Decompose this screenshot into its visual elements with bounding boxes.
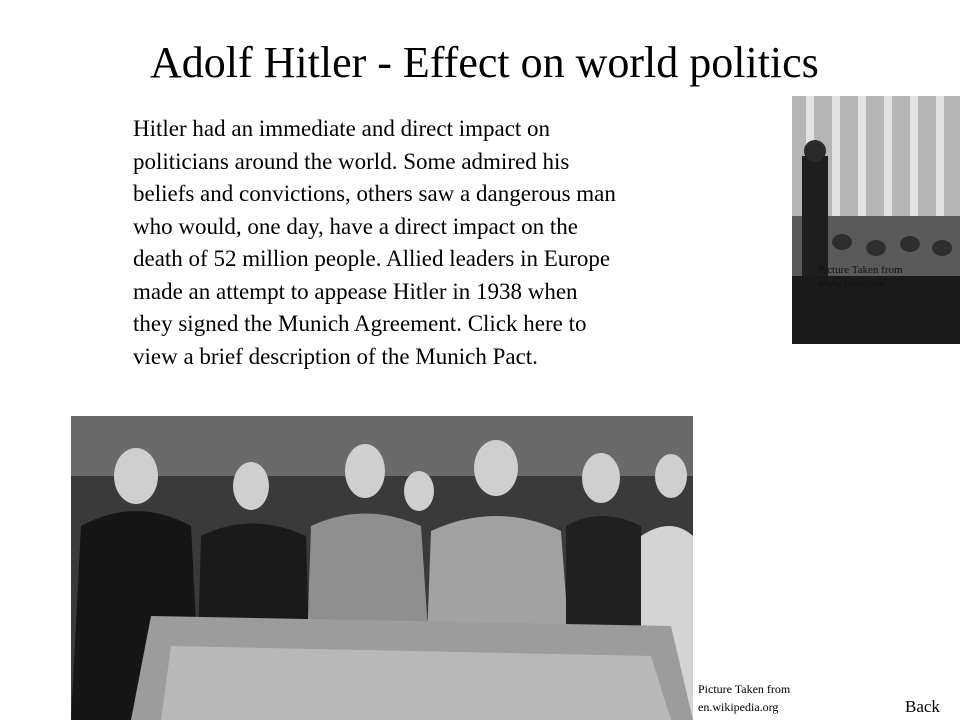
slide-title: Adolf Hitler - Effect on world politics: [150, 38, 819, 87]
credit-line: Picture Taken from: [818, 264, 903, 276]
back-button[interactable]: Back: [905, 697, 940, 716]
body-line: who would, one day, have a direct impact on the: [133, 213, 578, 239]
photo-credit-bottom: [698, 680, 838, 716]
credit-line: www.time.com: [818, 278, 886, 290]
body-line: Hitler had an immediate and direct impact on: [133, 116, 551, 141]
body-line: made an attempt to appease Hitler in 1938 when: [133, 278, 578, 304]
credit-line: en.wikipedia.org: [698, 700, 779, 714]
body-line: death of 52 million people. Allied leaders in Europe: [133, 246, 611, 271]
munich-pact-link-line[interactable]: they signed the Munich Agreement. Click here to: [133, 311, 587, 336]
credit-line: Picture Taken from: [698, 682, 791, 696]
body-paragraph: [133, 113, 773, 373]
munich-pact-link-line[interactable]: view a brief description of the Munich Pact.: [133, 343, 538, 369]
body-line: politicians around the world. Some admired his: [133, 148, 570, 174]
munich-agreement-photo: [71, 416, 693, 720]
body-line: beliefs and convictions, others saw a dangerous man: [133, 181, 616, 206]
speech-photo: [792, 96, 960, 344]
photo-credit-top: [818, 263, 948, 291]
